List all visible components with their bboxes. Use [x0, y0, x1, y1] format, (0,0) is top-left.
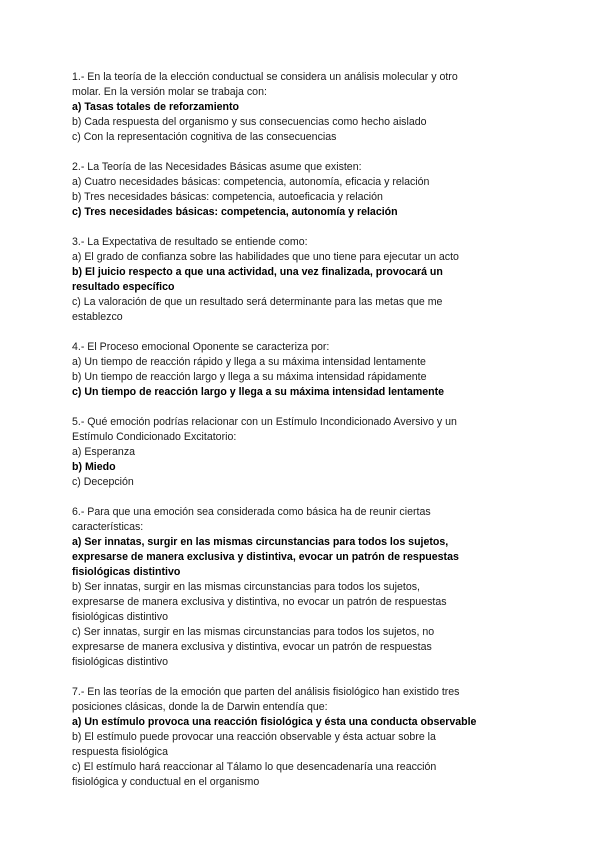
question-text-line: b) Un tiempo de reacción largo y llega a su máxima intensidad rápidamente	[72, 371, 427, 383]
correct-answer-line: c) Tres necesidades básicas: competencia, autonomía y relación	[72, 206, 398, 218]
question-text-line: c) El estímulo hará reaccionar al Tálamo lo que desencadenaría una reacción	[72, 761, 437, 773]
question-text-line: posiciones clásicas, donde la de Darwin entendía que:	[72, 701, 328, 713]
question-text-line: a) Un tiempo de reacción rápido y llega a su máxima intensidad lentamente	[72, 356, 426, 368]
question-block-1	[72, 70, 512, 145]
question-text-line: fisiológica y conductual en el organismo	[72, 776, 260, 788]
question-text-line: b) Ser innatas, surgir en las mismas circunstancias para todos los sujetos,	[72, 581, 420, 593]
correct-answer-line: a) Un estímulo provoca una reacción fisiológica y ésta una conducta observable	[72, 716, 477, 728]
correct-answer-line: fisiológicas distintivo	[72, 566, 181, 578]
question-text-line: a) Esperanza	[72, 446, 136, 458]
question-text-line: expresarse de manera exclusiva y distintiva, no evocar un patrón de respuestas	[72, 596, 447, 608]
question-block-4	[72, 340, 512, 400]
question-text-line: características:	[72, 521, 144, 533]
question-text-line: 6.- Para que una emoción sea considerada como básica ha de reunir ciertas	[72, 506, 431, 518]
correct-answer-line: c) Un tiempo de reacción largo y llega a su máxima intensidad lentamente	[72, 386, 445, 398]
question-text-line: respuesta fisiológica	[72, 746, 168, 758]
question-text-line: 5.- Qué emoción podrías relacionar con un Estímulo Incondicionado Aversivo y un	[72, 416, 457, 428]
question-block-5	[72, 415, 512, 490]
question-text-line: c) Con la representación cognitiva de las consecuencias	[72, 131, 337, 143]
question-text-line: 1.- En la teoría de la elección conductual se considera un análisis molecular y otro	[72, 71, 458, 83]
correct-answer-line: expresarse de manera exclusiva y distintiva, evocar un patrón de respuestas	[72, 551, 459, 563]
correct-answer-line: b) El juicio respecto a que una actividad, una vez finalizada, provocará un	[72, 266, 443, 278]
question-text-line: establezco	[72, 311, 123, 323]
question-text-line: c) Ser innatas, surgir en las mismas circunstancias para todos los sujetos, no	[72, 626, 435, 638]
question-text-line: b) Cada respuesta del organismo y sus consecuencias como hecho aislado	[72, 116, 427, 128]
question-block-3	[72, 235, 512, 325]
question-text-line: b) Tres necesidades básicas: competencia, autoeficacia y relación	[72, 191, 383, 203]
question-text-line: expresarse de manera exclusiva y distintiva, evocar un patrón de respuestas	[72, 641, 432, 653]
correct-answer-line: a) Tasas totales de reforzamiento	[72, 101, 240, 113]
question-block-7	[72, 685, 512, 790]
question-block-6	[72, 505, 512, 670]
question-block-2	[72, 160, 512, 220]
question-text-line: 7.- En las teorías de la emoción que parten del análisis fisiológico han existido tres	[72, 686, 460, 698]
question-text-line: 4.- El Proceso emocional Oponente se caracteriza por:	[72, 341, 330, 353]
correct-answer-line: a) Ser innatas, surgir en las mismas circunstancias para todos los sujetos,	[72, 536, 449, 548]
correct-answer-line: resultado específico	[72, 281, 175, 293]
question-text-line: c) La valoración de que un resultado será determinante para las metas que me	[72, 296, 443, 308]
question-text-line: fisiológicas distintivo	[72, 611, 168, 623]
question-text-line: Estímulo Condicionado Excitatorio:	[72, 431, 237, 443]
correct-answer-line: b) Miedo	[72, 461, 116, 473]
question-text-line: 2.- La Teoría de las Necesidades Básicas asume que existen:	[72, 161, 362, 173]
question-text-line: molar. En la versión molar se trabaja con:	[72, 86, 267, 98]
question-text-line: c) Decepción	[72, 476, 134, 488]
questions-list	[72, 70, 512, 805]
question-text-line: a) El grado de confianza sobre las habilidades que uno tiene para ejecutar un acto	[72, 251, 459, 263]
question-text-line: 3.- La Expectativa de resultado se entiende como:	[72, 236, 308, 248]
question-text-line: b) El estímulo puede provocar una reacción observable y ésta actuar sobre la	[72, 731, 436, 743]
question-text-line: a) Cuatro necesidades básicas: competencia, autonomía, eficacia y relación	[72, 176, 430, 188]
question-text-line: fisiológicas distintivo	[72, 656, 168, 668]
